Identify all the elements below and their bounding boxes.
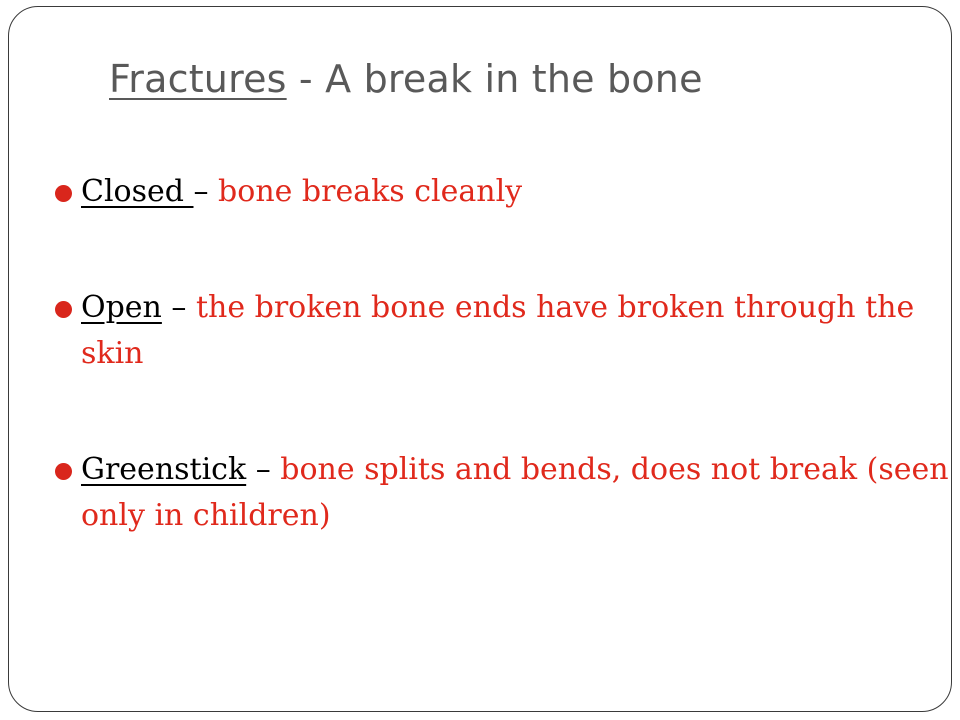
title-term: Fractures <box>109 57 287 101</box>
bullet-dash: – <box>246 452 281 487</box>
bullet-dash: – <box>161 290 196 325</box>
bullet-dot-icon <box>55 185 72 202</box>
bullet-dash: – <box>193 174 219 209</box>
bullet-list <box>53 169 958 539</box>
bullet-term: Greenstick <box>81 452 247 487</box>
bullet-item-closed <box>53 169 958 215</box>
slide-frame <box>8 6 952 712</box>
bullet-term: Open <box>81 290 162 325</box>
bullet-dot-icon <box>55 301 72 318</box>
title-subtitle: - A break in the bone <box>286 57 703 101</box>
bullet-description: bone breaks cleanly <box>218 174 523 209</box>
slide-title <box>109 57 703 101</box>
bullet-item-open <box>53 285 958 377</box>
bullet-description: bone splits and bends, does not break (seen only in children) <box>81 452 949 533</box>
bullet-item-greenstick <box>53 447 958 539</box>
bullet-term: Closed <box>81 174 194 209</box>
bullet-dot-icon <box>55 463 72 480</box>
bullet-description: the broken bone ends have broken through the skin <box>81 290 915 371</box>
